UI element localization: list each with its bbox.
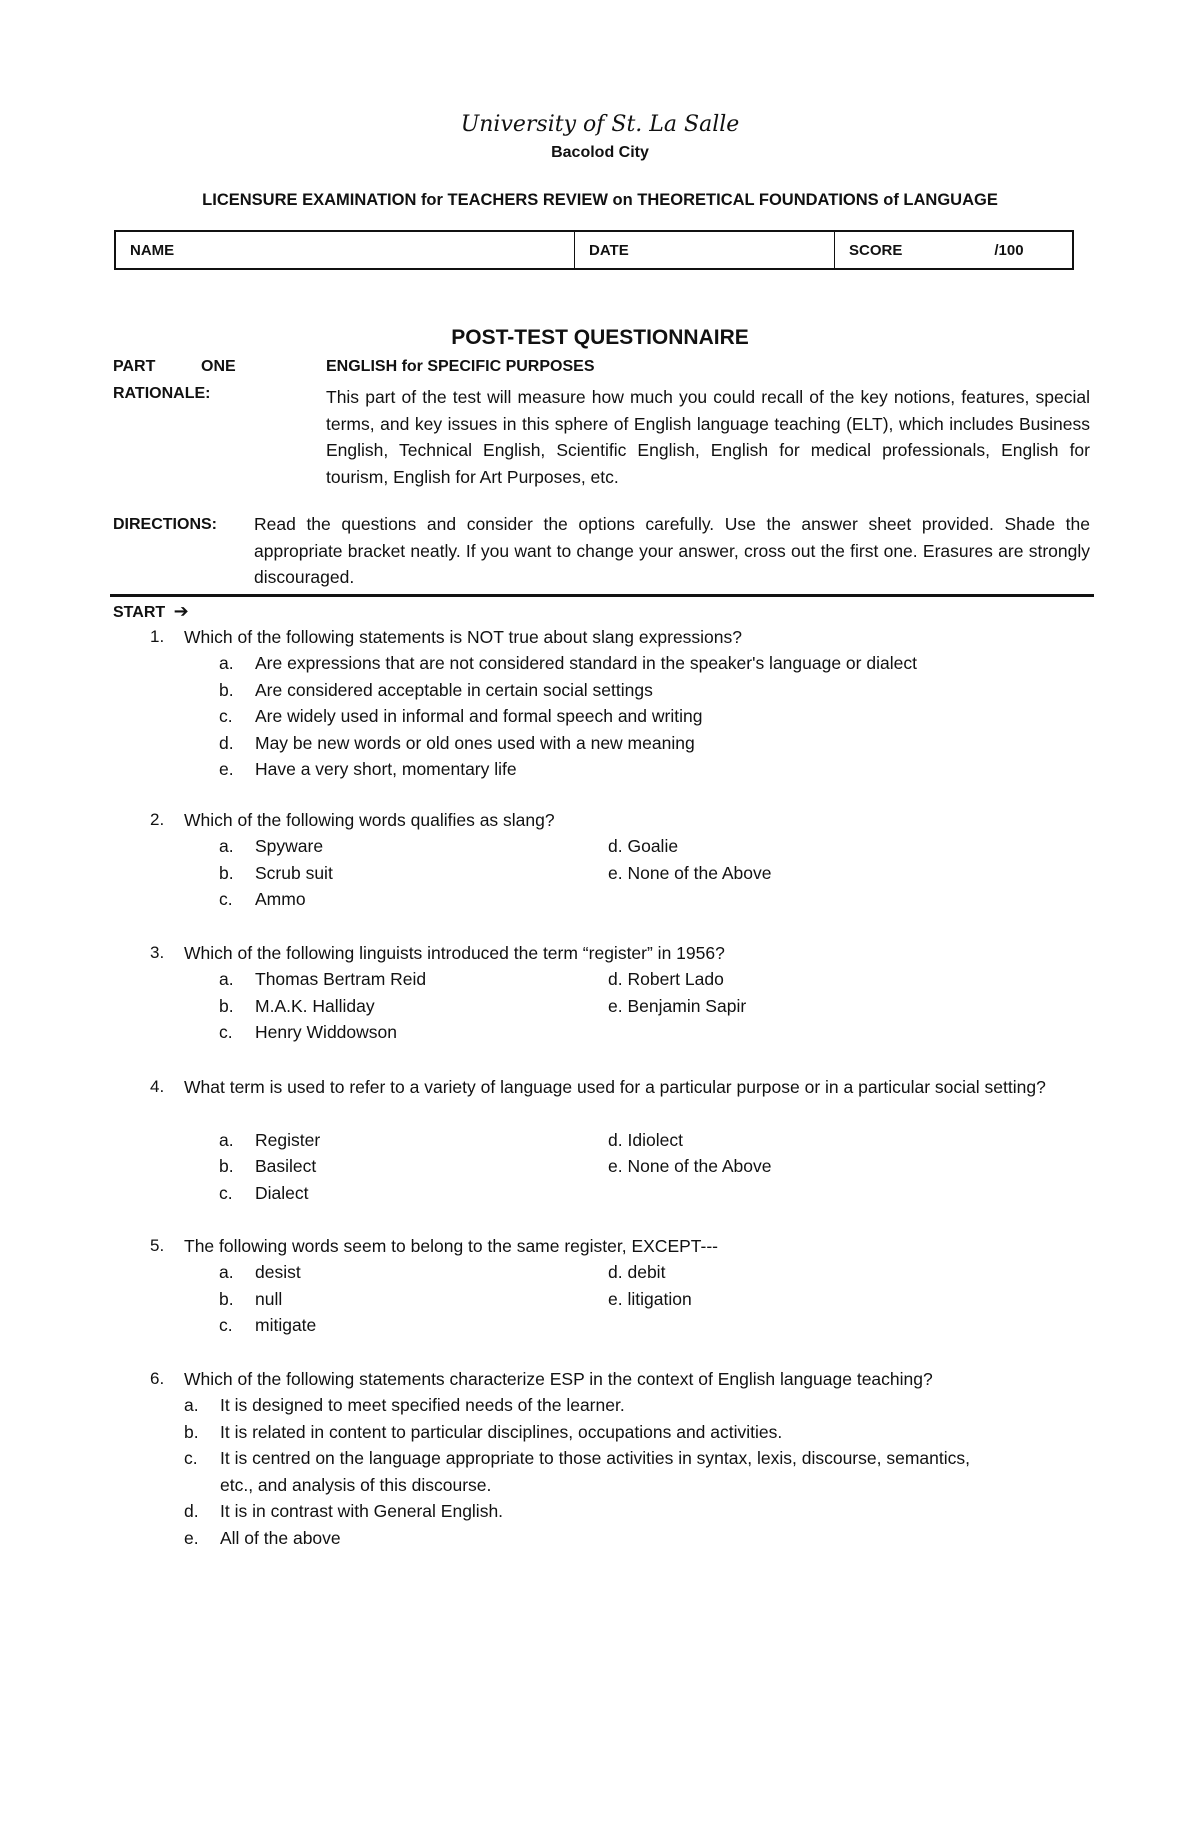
option-text: Are expressions that are not considered standard in the speaker's language or dialect (255, 653, 917, 673)
section-divider (110, 594, 1094, 597)
answer-option[interactable] (184, 1392, 625, 1419)
question-text: What term is used to refer to a variety of language used for a particular purpose or in a particular social setting? (184, 1077, 1046, 1097)
option-letter: e. (184, 1528, 199, 1548)
option-letter: c. (184, 1448, 198, 1468)
option-letter: e. (608, 863, 623, 883)
directions-label: DIRECTIONS: (113, 516, 217, 533)
option-letter: b. (219, 680, 234, 700)
option-letter: a. (219, 653, 234, 673)
option-text: Thomas Bertram Reid (255, 969, 427, 989)
question-number: 2. (150, 810, 165, 829)
option-text: Robert Lado (627, 969, 724, 989)
option-letter: b. (184, 1422, 199, 1442)
option-text: None of the Above (627, 1156, 772, 1176)
question-number: 1. (150, 627, 165, 646)
answer-option[interactable] (184, 1525, 341, 1552)
answer-option[interactable] (608, 966, 724, 993)
option-letter: d. (608, 1262, 623, 1282)
answer-option[interactable] (219, 756, 517, 783)
university-name: University of St. La Salle (460, 112, 740, 137)
answer-option[interactable] (608, 1286, 692, 1313)
question-text: Which of the following statements is NOT true about slang expressions? (184, 627, 743, 647)
date-label: DATE (589, 242, 629, 259)
answer-option[interactable] (219, 993, 375, 1020)
answer-option[interactable] (219, 1019, 397, 1046)
option-letter: e. (608, 996, 623, 1016)
start-marker (113, 601, 189, 622)
option-letter: c. (219, 1315, 233, 1335)
answer-option[interactable] (219, 886, 306, 913)
answer-option[interactable] (184, 1445, 1064, 1498)
option-letter: d. (608, 836, 623, 856)
score-field[interactable] (835, 232, 1072, 268)
option-letter: d. (219, 733, 234, 753)
option-text: It is centred on the language appropriate to those activities in syntax, lexis, discourse, semantics, (220, 1448, 970, 1468)
option-text: desist (255, 1262, 301, 1282)
answer-option[interactable] (608, 860, 771, 887)
option-letter: a. (184, 1395, 199, 1415)
option-letter: e. (608, 1289, 623, 1309)
question-number: 6. (150, 1369, 165, 1388)
answer-option[interactable] (184, 1419, 782, 1446)
answer-option[interactable] (219, 1312, 316, 1339)
rationale-text: This part of the test will measure how much you could recall of the key notions, features, special terms, and key issues in this sphere of English language teaching (ELT), which includes Business English, Technical English, Scientific English, English for medical professionals, English for tourism, English for Art Purposes, etc. (326, 387, 1090, 487)
option-letter: e. (219, 759, 234, 779)
rationale-label: RATIONALE: (113, 385, 211, 402)
option-text: It is designed to meet specified needs of the learner. (220, 1395, 625, 1415)
question-text: Which of the following words qualifies as slang? (184, 810, 555, 830)
answer-option[interactable] (219, 1127, 320, 1154)
city-name: Bacolod City (551, 144, 649, 161)
answer-option[interactable] (219, 1259, 301, 1286)
option-letter: e. (608, 1156, 623, 1176)
option-text: Have a very short, momentary life (255, 759, 517, 779)
option-text-continued: etc., and analysis of this discourse. (220, 1474, 492, 1495)
option-text: Register (255, 1130, 321, 1150)
option-text: Basilect (255, 1156, 317, 1176)
option-letter: d. (608, 969, 623, 989)
option-text: Spyware (255, 836, 324, 856)
option-text: mitigate (255, 1315, 317, 1335)
option-text: Idiolect (627, 1130, 683, 1150)
option-text: Dialect (255, 1183, 309, 1203)
answer-option[interactable] (219, 650, 917, 677)
answer-option[interactable] (219, 833, 323, 860)
option-letter: a. (219, 836, 234, 856)
option-letter: c. (219, 1022, 233, 1042)
answer-option[interactable] (219, 677, 653, 704)
option-letter: c. (219, 889, 233, 909)
option-text: M.A.K. Halliday (255, 996, 375, 1016)
question-number: 4. (150, 1077, 165, 1096)
option-text: Ammo (255, 889, 306, 909)
option-text: null (255, 1289, 283, 1309)
post-test-title: POST-TEST QUESTIONNAIRE (451, 326, 749, 349)
option-letter: b. (219, 1289, 234, 1309)
score-total: /100 (994, 242, 1024, 259)
option-letter: a. (219, 1130, 234, 1150)
answer-option[interactable] (608, 1259, 665, 1286)
question-number: 3. (150, 943, 165, 962)
option-text: All of the above (220, 1528, 341, 1548)
answer-option[interactable] (608, 833, 678, 860)
option-text: Goalie (627, 836, 679, 856)
option-letter: b. (219, 996, 234, 1016)
option-text: Are considered acceptable in certain social settings (255, 680, 653, 700)
student-info-box (114, 230, 1074, 270)
answer-option[interactable] (219, 730, 695, 757)
option-letter: c. (219, 706, 233, 726)
option-letter: d. (608, 1130, 623, 1150)
option-letter: c. (219, 1183, 233, 1203)
answer-option[interactable] (608, 993, 746, 1020)
arrow-right-icon: ➔ (173, 601, 189, 621)
directions-text: Read the questions and consider the options carefully. Use the answer sheet provided. Shade the appropriate bracket neatly. If you want to change your answer, cross out the first one. Erasures are strongly discouraged. (254, 514, 1090, 587)
option-letter: a. (219, 969, 234, 989)
score-label: SCORE (849, 242, 903, 259)
option-text: May be new words or old ones used with a new meaning (255, 733, 695, 753)
exam-title: LICENSURE EXAMINATION for TEACHERS REVIEW on THEORETICAL FOUNDATIONS of LANGUAGE (202, 191, 998, 209)
option-text: Benjamin Sapir (627, 996, 747, 1016)
answer-option[interactable] (219, 703, 702, 730)
part-label: PART (113, 358, 156, 375)
name-label: NAME (130, 242, 175, 259)
option-text: Scrub suit (255, 863, 333, 883)
answer-option[interactable] (184, 1498, 503, 1525)
question-text: The following words seem to belong to the same register, EXCEPT--- (184, 1236, 718, 1256)
option-text: Are widely used in informal and formal speech and writing (255, 706, 703, 726)
option-text: Henry Widdowson (255, 1022, 397, 1042)
question-number: 5. (150, 1236, 165, 1255)
option-text: It is in contrast with General English. (220, 1501, 504, 1521)
answer-option[interactable] (608, 1127, 683, 1154)
part-number: ONE (201, 358, 236, 375)
question-text: Which of the following linguists introduced the term “register” in 1956? (184, 943, 725, 963)
option-letter: b. (219, 863, 234, 883)
part-heading: ENGLISH for SPECIFIC PURPOSES (326, 358, 595, 375)
start-label: START (113, 604, 166, 621)
answer-option[interactable] (219, 1153, 316, 1180)
question-text: Which of the following statements characterize ESP in the context of English language teaching? (184, 1369, 933, 1389)
option-text: debit (627, 1262, 666, 1282)
answer-option[interactable] (608, 1153, 771, 1180)
option-letter: d. (184, 1501, 199, 1521)
option-text: None of the Above (627, 863, 772, 883)
name-field[interactable] (116, 232, 575, 268)
option-letter: b. (219, 1156, 234, 1176)
option-text: litigation (627, 1289, 692, 1309)
option-text: It is related in content to particular disciplines, occupations and activities. (220, 1422, 783, 1442)
option-letter: a. (219, 1262, 234, 1282)
answer-option[interactable] (219, 860, 333, 887)
answer-option[interactable] (219, 966, 426, 993)
answer-option[interactable] (219, 1286, 282, 1313)
date-field[interactable] (575, 232, 835, 268)
answer-option[interactable] (219, 1180, 309, 1207)
